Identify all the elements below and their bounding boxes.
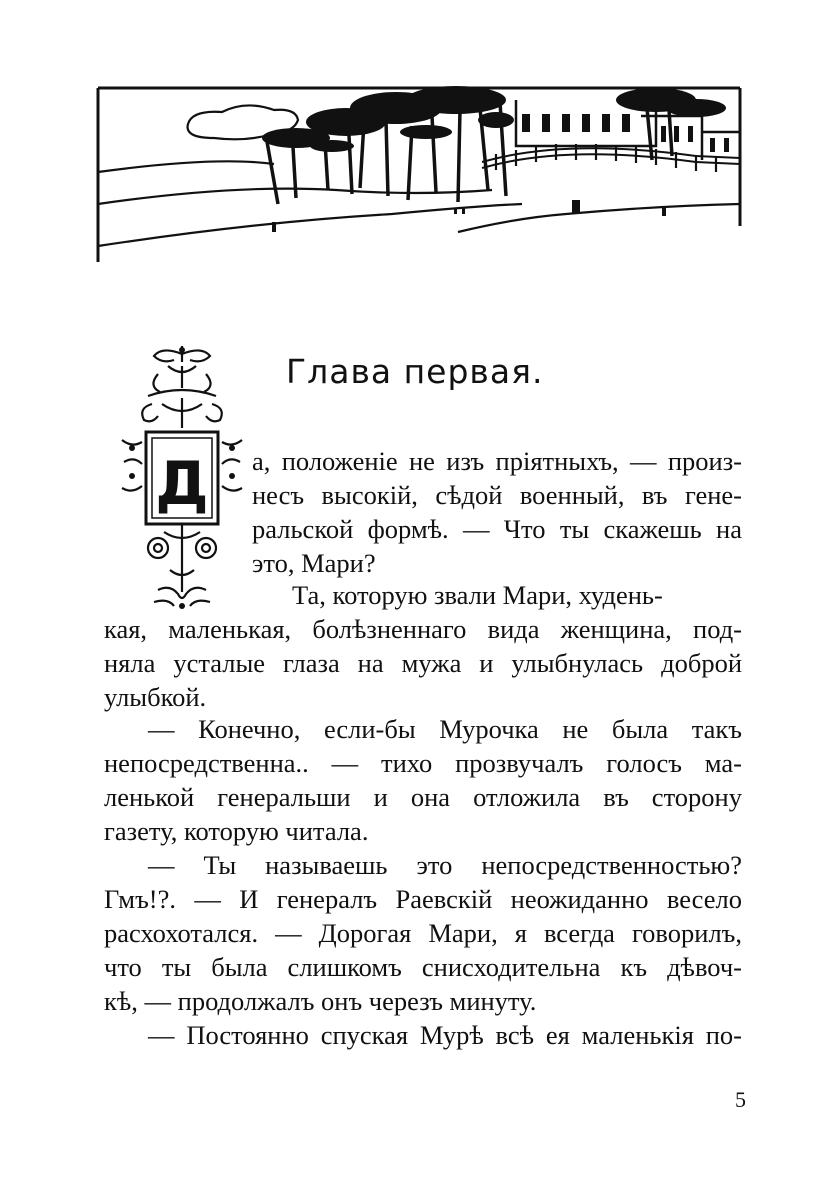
text-line: кѣ, — продолжалъ онъ черезъ минуту. (104, 986, 537, 1016)
text-line: это, Мари? (252, 548, 376, 578)
text-line: — Постоянно спуская Мурѣ всѣ ея маленькія по- (148, 1020, 742, 1050)
text-line: а, положеніе не изъ пріятныхъ, — произ- (252, 446, 742, 476)
text-line: непосредственна.. — тихо прозвучалъ голосъ ма- (104, 748, 742, 778)
text-line: Та, которую звали Мари, худень- (292, 580, 663, 610)
text-line: что ты была слишкомъ снисходительна къ дѣвоч- (104, 952, 742, 982)
text-line: ральской формѣ. — Что ты скажешь на (252, 514, 742, 544)
text-line: расхохотался. — Дорогая Мари, я всегда говорилъ, (104, 918, 742, 948)
text-line: ленькой генеральши и она отложила въ сторону (104, 782, 742, 812)
text-line: няла усталые глаза на мужа и улыбнулась доброй (104, 648, 742, 678)
text-line: — Ты называешь это непосредственностью? (148, 850, 742, 880)
ornamental-initial (118, 344, 246, 610)
text-line: улыбкой. (104, 682, 207, 712)
text-line: Гмъ!?. — И генералъ Раевскій неожиданно весело (104, 884, 742, 914)
chapter-title: Глава первая. (286, 352, 544, 391)
page-number: 5 (735, 1087, 746, 1112)
text-line: — Конечно, если-бы Мурочка не была такъ (148, 714, 742, 744)
drop-cap-letter: Д (155, 449, 209, 519)
text-line: несъ высокій, сѣдой военный, въ гене- (252, 480, 742, 510)
text-line: газету, которую читала. (104, 816, 369, 846)
headpiece-illustration (96, 86, 742, 264)
text-line: кая, маленькая, болѣзненнаго вида женщина, под- (104, 614, 742, 644)
